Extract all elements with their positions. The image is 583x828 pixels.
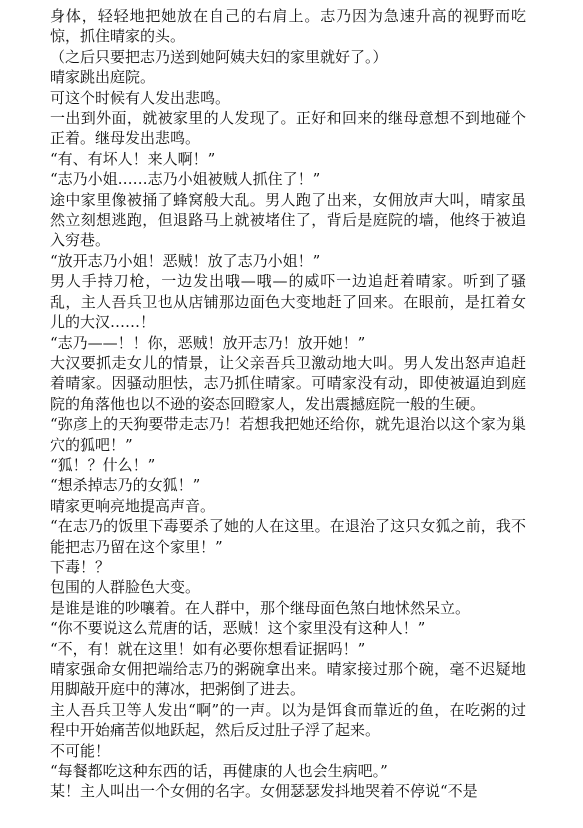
paragraph: 某！主人叫出一个女佣的名字。女佣瑟瑟发抖地哭着不停说“不是 <box>50 782 478 801</box>
paragraph: 一出到外面，就被家里的人发现了。正好和回来的继母意想不到地碰个正着。继母发出悲鸣。 <box>50 109 526 148</box>
paragraph: 晴家跳出庭院。 <box>50 68 156 87</box>
paragraph: 晴家强命女佣把端给志乃的粥碗拿出来。晴家接过那个碗，毫不迟疑地用脚敲开庭中的薄冰，把粥倒了进去。 <box>50 660 526 699</box>
paragraph: 下毒！？ <box>50 557 111 576</box>
paragraph: 男人手持刀枪，一边发出哦—哦—的威吓一边追赶着晴家。听到了骚乱，主人吾兵卫也从店铺那边面色大变地赶了回来。在眼前，是扛着女儿的大汉……！ <box>50 272 526 332</box>
paragraph: 是谁是谁的吵嚷着。在人群中，那个继母面色煞白地怵然呆立。 <box>50 598 471 617</box>
paragraph: “不，有！就在这里！如有必要你想看证据吗！” <box>50 639 366 658</box>
paragraph: “志乃——！！你，恶贼！放开志乃！放开她！” <box>50 333 366 352</box>
paragraph: 主人吾兵卫等人发出“啊”的一声。以为是饵食而靠近的鱼，在吃粥的过程中开始痛苦似地跃起，然后反过肚子浮了起来。 <box>50 700 526 740</box>
paragraph: 途中家里像被捅了蜂窝般大乱。男人跑了出来，女佣放声大叫，晴家虽然立刻想逃跑，但退路马上就被堵住了，背后是庭院的墙，他终于被追入穷巷。 <box>50 190 526 250</box>
paragraph: “狐！？什么！” <box>50 455 156 474</box>
paragraph: 大汉要抓走女儿的情景，让父亲吾兵卫激动地大叫。男人发出怒声追赶着晴家。因骚动胆怯，志乃抓住晴家。可晴家没有动，即使被逼迫到庭院的角落他也以不逊的姿态回瞪家人，发出震撼庭院一般的生硬。 <box>50 353 526 413</box>
paragraph: （之后只要把志乃送到她阿姨夫妇的家里就好了。） <box>50 47 388 66</box>
paragraph: “有、有坏人！来人啊！” <box>50 149 216 168</box>
paragraph: 晴家更响亮地提高声音。 <box>50 496 216 515</box>
paragraph: 不可能！ <box>50 741 111 760</box>
paragraph: 身体，轻轻地把她放在自己的右肩上。志乃因为急速升高的视野而吃惊，抓住晴家的头。 <box>50 7 526 46</box>
document-page <box>50 6 526 802</box>
paragraph: “你不要说这么荒唐的话，恶贼！这个家里没有这种人！” <box>50 619 426 638</box>
paragraph: “想杀掉志乃的女狐！” <box>50 476 201 495</box>
paragraph: “在志乃的饭里下毒要杀了她的人在这里。在退治了这只女狐之前，我不能把志乃留在这个家里！” <box>50 517 526 556</box>
paragraph: “放开志乃小姐！恶贼！放了志乃小姐！” <box>50 251 321 270</box>
paragraph: “每餐都吃这种东西的话，再健康的人也会生病吧。” <box>50 762 388 781</box>
paragraph: 可这个时候有人发出悲鸣。 <box>50 88 231 107</box>
paragraph: “弥彦上的天狗要带走志乃！若想我把她还给你，就先退治以这个家为巢穴的狐吧！” <box>50 415 526 454</box>
paragraph: 包围的人群脸色大变。 <box>50 578 201 597</box>
paragraph: “志乃小姐……志乃小姐被贼人抓住了！” <box>50 170 321 189</box>
